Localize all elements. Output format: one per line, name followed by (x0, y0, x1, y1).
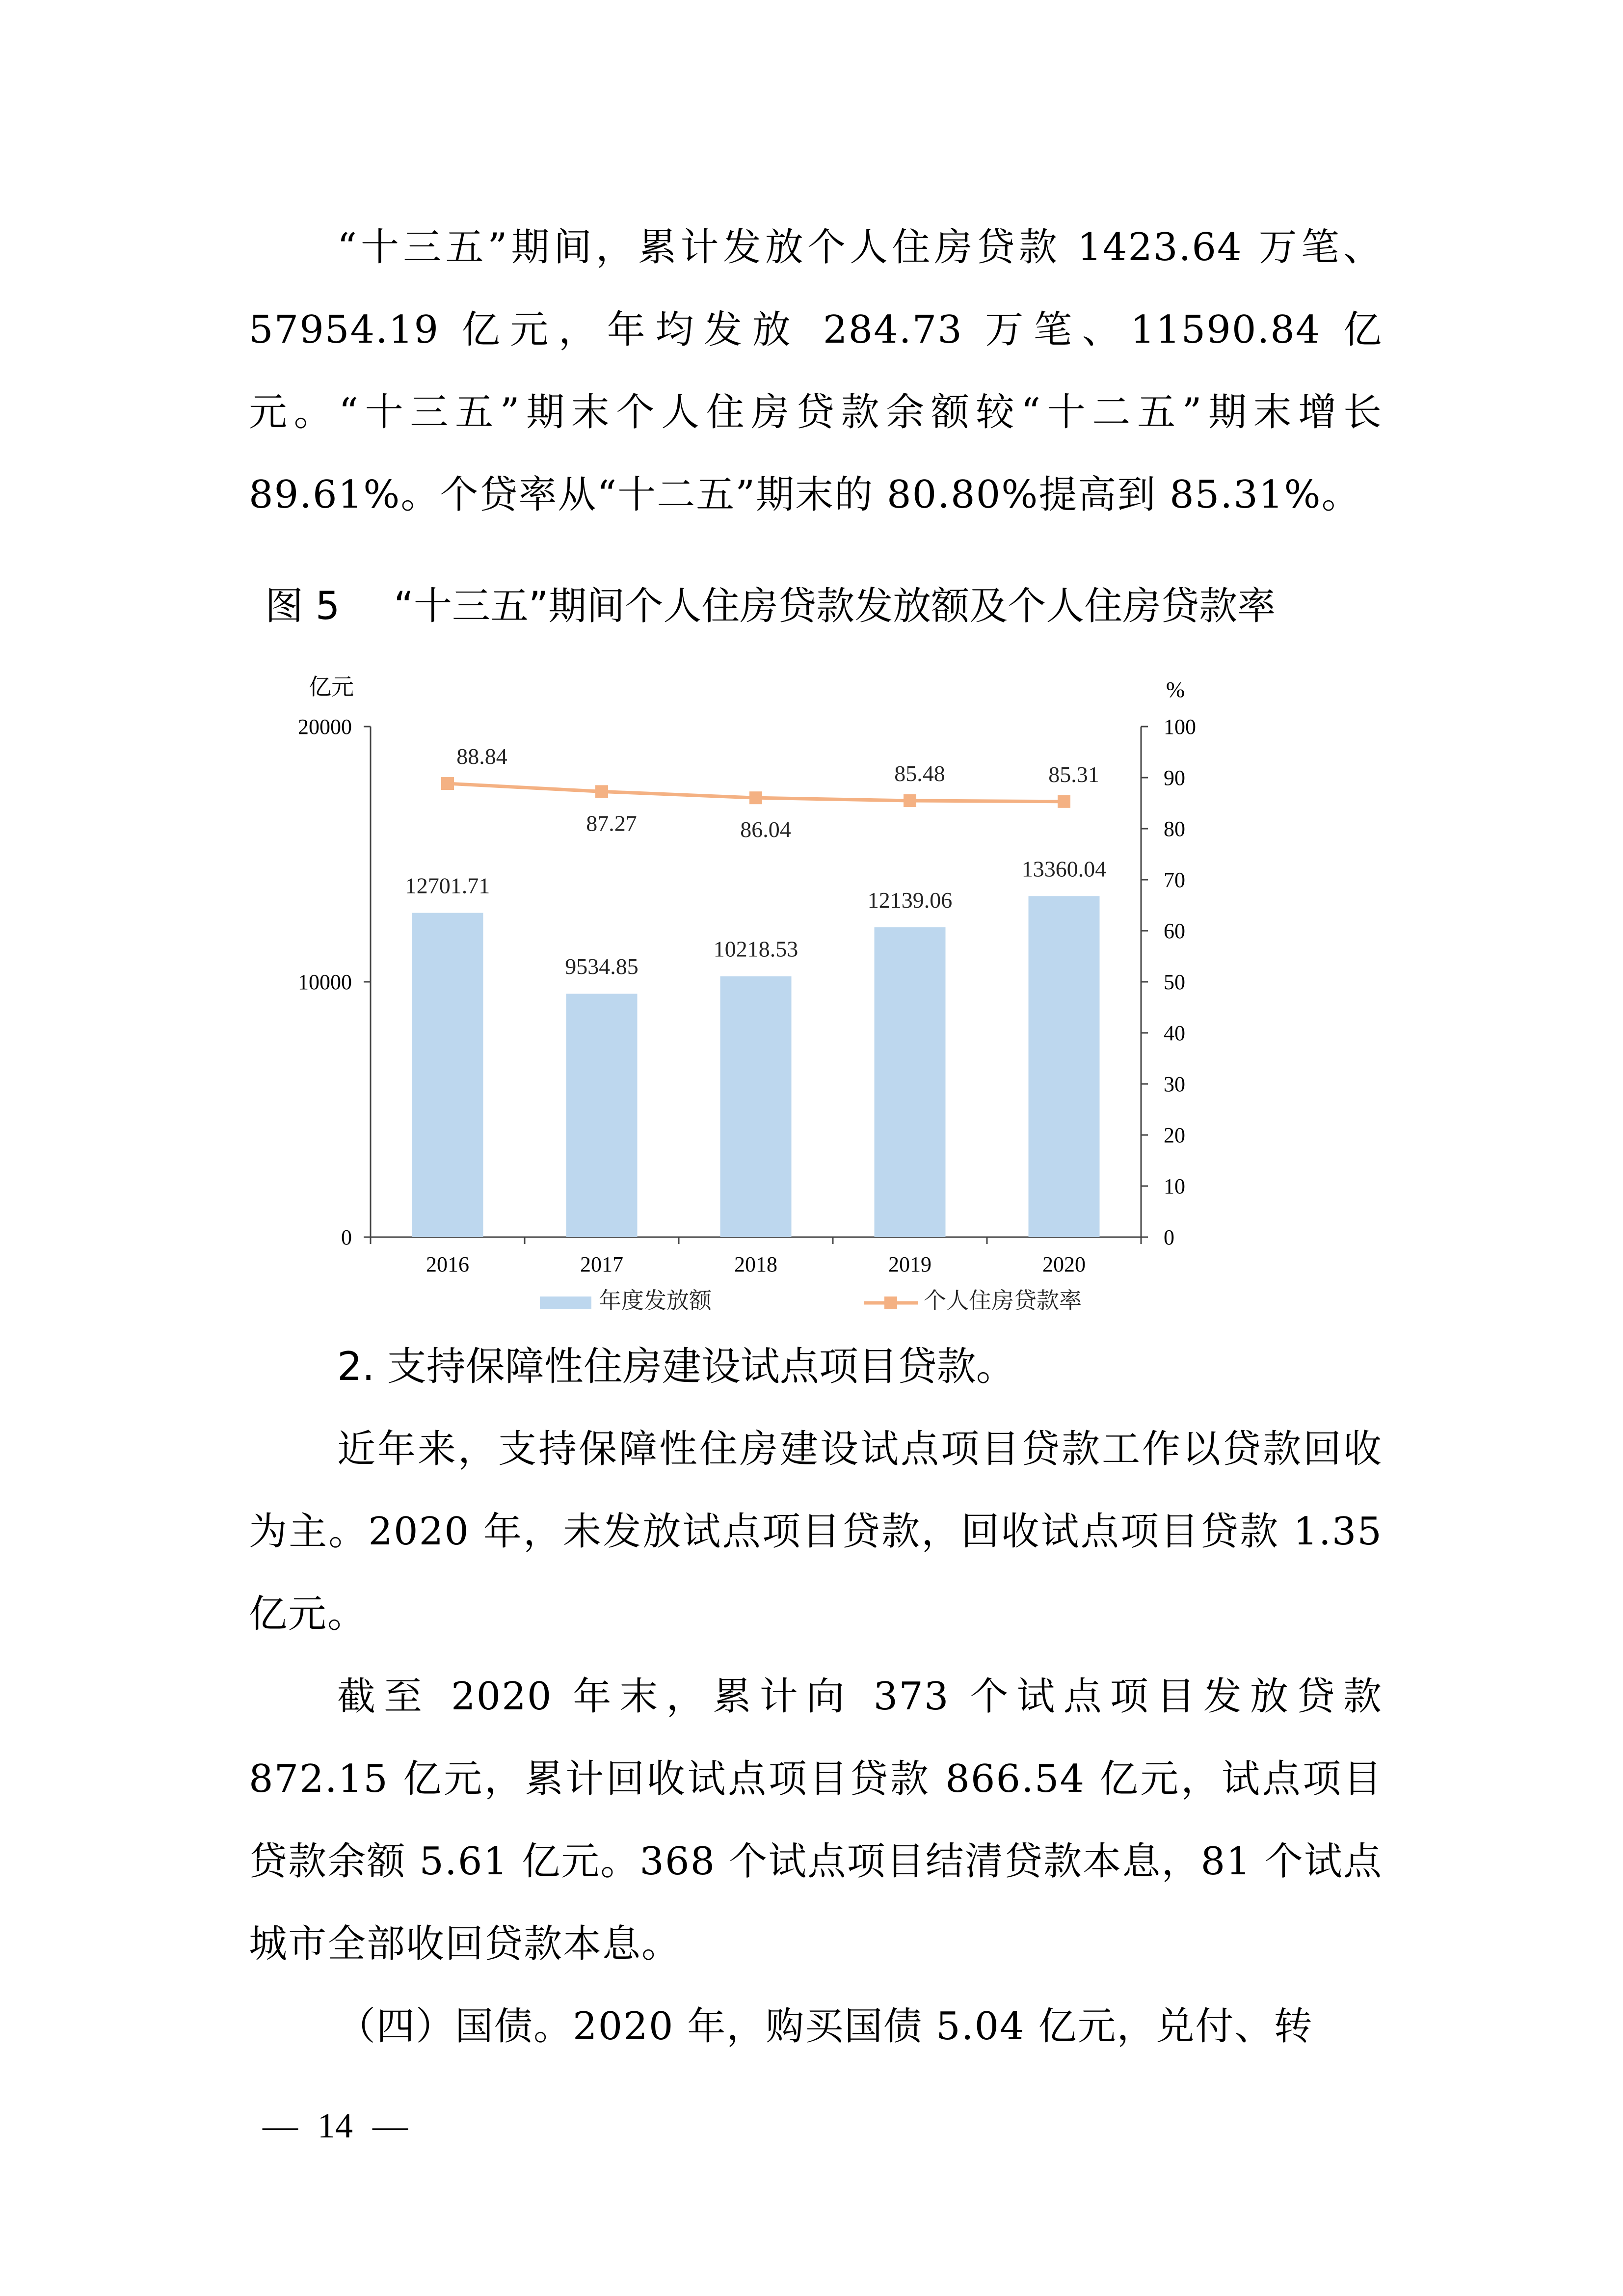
bar-data-label: 13360.04 (1021, 856, 1107, 882)
right-tick-label: 90 (1164, 766, 1185, 790)
bar-annual-amount (875, 927, 946, 1237)
left-tick-label: 0 (341, 1225, 352, 1249)
line-point-marker (904, 794, 916, 807)
right-tick-label: 60 (1164, 919, 1185, 943)
loan-chart (255, 665, 1305, 1328)
section-heading: 2. 支持保障性住房建设试点项目贷款。 (337, 1344, 1015, 1389)
paragraph-pilot-recovery: 近年来，支持保障性住房建设试点项目贷款工作以贷款回收为主。2020 年，未发放试点项目贷款，回收试点项目贷款 1.35 亿元。 (249, 1427, 1383, 1636)
page-dash-right: — (372, 2106, 408, 2145)
right-tick-label: 70 (1164, 868, 1185, 892)
left-tick-label: 20000 (298, 715, 352, 739)
bar-annual-amount (720, 976, 792, 1237)
page-number-value: 14 (318, 2106, 353, 2145)
bar-annual-amount (1029, 896, 1100, 1237)
line-point-marker (595, 785, 608, 798)
x-tick-label: 2019 (888, 1252, 931, 1276)
bar-annual-amount (566, 994, 638, 1237)
right-tick-label: 20 (1164, 1123, 1185, 1147)
page-dash-left: — (263, 2106, 298, 2145)
right-tick-label: 30 (1164, 1072, 1185, 1096)
line-data-label: 87.27 (586, 810, 637, 836)
line-point-marker (1058, 795, 1070, 808)
paragraph-treasury-bonds: （四）国债。2020 年，购买国债 5.04 亿元，兑付、转 (337, 2004, 1313, 2049)
figure-caption (265, 582, 1276, 631)
left-axis-unit: 亿元 (309, 675, 354, 700)
paragraph-pilot-totals: 截至 2020 年末，累计向 373 个试点项目发放贷款 872.15 亿元，累计回收试点项目贷款 866.54 亿元，试点项目贷款余额 5.61 亿元。368 个试点项目结清贷款本息，81 个试点城市全部收回贷款本息。 (249, 1675, 1383, 1966)
x-tick-label: 2017 (580, 1252, 623, 1276)
x-tick-label: 2018 (734, 1252, 777, 1276)
line-data-label: 85.48 (894, 761, 945, 786)
line-point-marker (441, 777, 454, 790)
bar-annual-amount (412, 913, 483, 1237)
bar-data-label: 12139.06 (867, 887, 953, 913)
x-tick-label: 2020 (1042, 1252, 1086, 1276)
right-tick-label: 10 (1164, 1174, 1185, 1198)
line-data-label: 86.04 (740, 817, 791, 842)
legend-line-label: 个人住房贷款率 (924, 1287, 1082, 1314)
line-data-label: 88.84 (456, 744, 507, 769)
page-number (253, 2101, 418, 2150)
legend-bar-swatch (540, 1297, 591, 1309)
bar-data-label: 9534.85 (565, 954, 639, 979)
bar-data-label: 12701.71 (405, 873, 490, 898)
right-tick-label: 100 (1164, 715, 1196, 739)
left-tick-label: 10000 (298, 970, 352, 994)
legend-line-marker (884, 1297, 897, 1309)
x-tick-label: 2016 (426, 1252, 469, 1276)
bar-data-label: 10218.53 (713, 936, 798, 962)
right-tick-label: 80 (1164, 817, 1185, 841)
right-tick-label: 40 (1164, 1021, 1185, 1045)
right-tick-label: 50 (1164, 970, 1185, 994)
paragraph-summary: “十三五”期间，累计发放个人住房贷款 1423.64 万笔、57954.19 亿元，年均发放 284.73 万笔、11590.84 亿元。“十三五”期末个人住房贷款余额较“十二五”期末增长 89.61%。个贷率从“十二五”期末的 80.80%提高到 85.31%。 (249, 225, 1383, 517)
figure-title: “十三五”期间个人住房贷款发放额及个人住房贷款率 (394, 584, 1276, 628)
line-data-label: 85.31 (1048, 761, 1099, 787)
figure-number: 图 5 (265, 584, 340, 628)
legend-bar-label: 年度发放额 (599, 1287, 712, 1314)
right-axis-unit: % (1166, 677, 1185, 702)
line-point-marker (749, 791, 762, 804)
right-tick-label: 0 (1164, 1225, 1174, 1249)
